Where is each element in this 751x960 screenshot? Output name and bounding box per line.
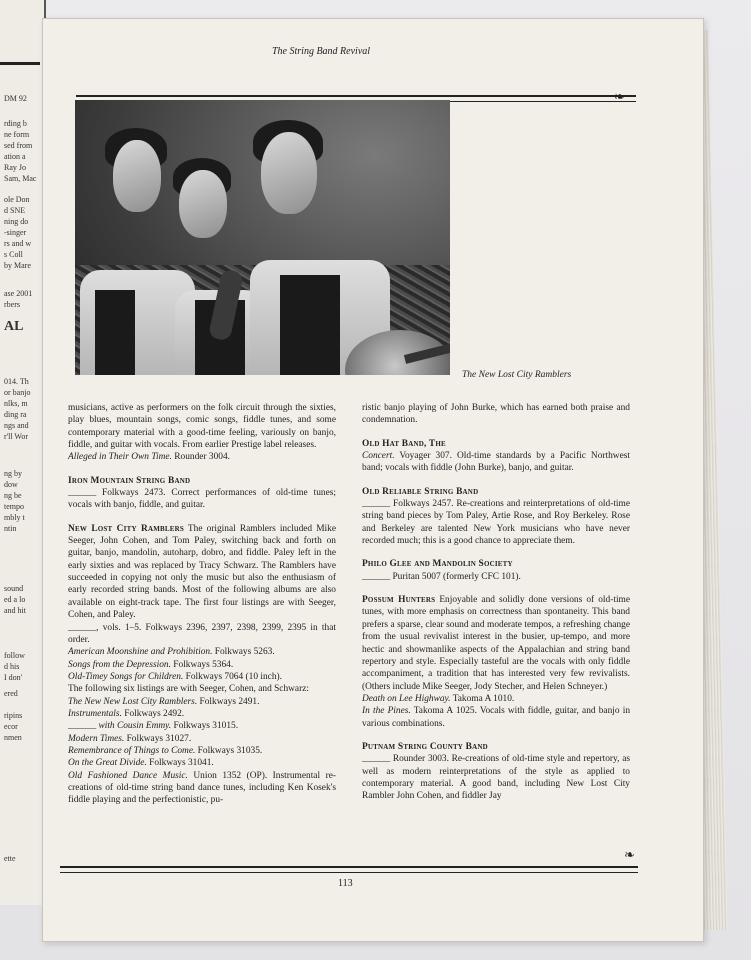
entry-text: ristic banjo playing of John Burke, which has earned both praise and condemnation. <box>362 403 630 426</box>
album-title: Old-Timey Songs for Children. <box>68 671 184 682</box>
entry-text: Folkways 31041. <box>146 758 214 769</box>
album-title: Old Fashioned Dance Music. <box>68 770 188 781</box>
artist-heading: Old Hat Band, The <box>362 438 446 449</box>
left-page-text-fragment: ase 2001 <box>4 289 33 298</box>
flourish-ornament-icon: ❧ <box>624 847 635 862</box>
entry-paragraph <box>68 745 336 757</box>
right-column <box>362 402 630 803</box>
left-page-text-fragment: rding b <box>4 119 27 128</box>
running-head: The String Band Revival <box>272 46 371 57</box>
album-title: American Moonshine and Prohibition. <box>68 647 213 658</box>
entry-paragraph <box>68 671 336 683</box>
left-page-text-fragment: Ray Jo <box>4 163 26 172</box>
album-title: On the Great Divide. <box>68 758 147 769</box>
entry-paragraph <box>362 402 630 427</box>
left-page-text-fragment: -singer <box>4 228 27 237</box>
entry-paragraph <box>68 770 336 807</box>
album-title: The New New Lost City Ramblers. <box>68 696 198 707</box>
entry-text: ______ Puritan 5007 (formerly CFC 101). <box>362 571 521 582</box>
entry-text: Folkways 31015. <box>171 721 239 732</box>
album-title: Modern Times. <box>68 733 125 744</box>
left-page-text-fragment: rs and w <box>4 239 32 248</box>
entry-text: Folkways 2492. <box>121 708 185 719</box>
entry-paragraph <box>68 696 336 708</box>
album-title: ______ with Cousin Emmy. <box>68 721 172 732</box>
footer-rule <box>60 866 638 873</box>
album-title: Instrumentals. <box>68 708 122 719</box>
entry-text: ______ Folkways 2457. Re-creations and reinterpretations of old-time string band pieces by Tom Paley, Artie Rose, and Roy Berkeley. Rose and Berkeley are talented New York musicians who have never recorded much; this is a good chance to appreciate them. <box>362 499 630 547</box>
left-page-text-fragment: sed from <box>4 141 33 150</box>
left-page-text-fragment: d SNE <box>4 206 26 215</box>
discography-entry <box>68 523 336 622</box>
entry-paragraph <box>68 659 336 671</box>
artist-heading: Iron Mountain String Band <box>68 475 191 486</box>
discography-entry <box>68 475 336 512</box>
discography-entry <box>362 741 630 803</box>
left-page-text-fragment: follow <box>4 651 25 660</box>
left-page-text-fragment: ng by <box>4 469 22 478</box>
left-page-text-fragment: ecor <box>4 722 18 731</box>
entry-text: ______ Folkways 2473. Correct performances of old-time tunes; vocals with banjo, fiddle, and guitar. <box>68 488 336 511</box>
album-title: In the Pines. <box>362 706 411 717</box>
entry-paragraph <box>68 720 336 732</box>
left-page-text-fragment: ng be <box>4 491 22 500</box>
left-page-text-fragment: ette <box>4 854 16 863</box>
entry-paragraph <box>68 683 336 695</box>
left-page-text-fragment: ning do <box>4 217 29 226</box>
entry-text: The original Ramblers included Mike Seeger, John Cohen, and Tom Paley, switching back and forth on guitar, banjo, mandolin, autoharp, dobro, and fiddle. Paley left in the early sixties and was replaced by Tracy Schwarz. The Ramblers have succeeded in copying not only the music but also the enthusiasm of early recorded string bands. Most of the following albums are also available on eight-track tape. The first four listings are with Seeger, Cohen, and Paley. <box>68 523 336 621</box>
discography-entry <box>362 558 630 583</box>
left-page-text-fragment: ered <box>4 689 18 698</box>
entry-paragraph <box>362 705 630 730</box>
entry-paragraph <box>68 646 336 658</box>
entry-text: Folkways 5263. <box>212 647 275 658</box>
entry-paragraph <box>362 693 630 705</box>
entry-paragraph <box>68 451 336 463</box>
left-page-text-fragment: or banjo <box>4 388 31 397</box>
entry-text: Folkways 31035. <box>195 745 263 756</box>
artist-heading: Possum Hunters <box>362 595 436 606</box>
artist-heading: Old Reliable String Band <box>362 486 479 497</box>
album-title: Songs from the Depression. <box>68 659 171 670</box>
left-page-text-fragment: dow <box>4 480 18 489</box>
entry-text: The following six listings are with Seeger, Cohen, and Schwarz: <box>68 684 309 695</box>
entry-paragraph <box>362 450 630 475</box>
album-title: Death on Lee Highway. <box>362 693 451 704</box>
left-page-text-fragment: tempo <box>4 502 24 511</box>
discography-entry <box>362 486 630 548</box>
flourish-ornament-icon: ❧ <box>614 89 625 104</box>
left-column <box>68 402 336 807</box>
entry-text: Rounder 3004. <box>171 452 230 463</box>
artist-heading: New Lost City Ramblers <box>68 523 184 534</box>
left-page-text-fragment: I don' <box>4 673 23 682</box>
band-photo <box>75 100 450 375</box>
entry-text: Folkways 5364. <box>170 659 234 670</box>
left-page-text-fragment: s Coll <box>4 250 23 259</box>
entry-text: Folkways 31027. <box>124 733 192 744</box>
left-page-text-fragment: DM 92 <box>4 94 27 103</box>
left-page-text-fragment: 014. Th <box>4 377 29 386</box>
left-page-text-fragment: rbers <box>4 300 20 309</box>
discography-entry <box>362 438 630 450</box>
entry-text: Union 1352 (OP). Instrumental re-creations of old-time string band dance tunes, including Ken Kosek's fiddle playing and the perfectionistic, pu- <box>68 770 336 806</box>
album-title: Concert. <box>362 451 395 462</box>
left-page-text-fragment: Sam, Mac <box>4 174 37 183</box>
left-page-text-fragment: nmen <box>4 733 22 742</box>
facing-left-page <box>0 0 46 905</box>
left-page-text-fragment: AL <box>4 319 24 334</box>
left-page-text-fragment: r'll Wor <box>4 432 28 441</box>
left-page-text-fragment: ngs and <box>4 421 29 430</box>
left-page-text-fragment: d his <box>4 662 20 671</box>
discography-entry <box>362 594 630 693</box>
album-title: Remembrance of Things to Come. <box>68 745 196 756</box>
entry-paragraph <box>68 757 336 769</box>
entry-text: musicians, active as performers on the folk circuit through the sixties, play blues, mountain songs, comic songs, fiddle tunes, and some contemporary material with a good-time feeling, variously on banjo, fiddle, and guitar with vocals. From earlier Prestige label releases. <box>68 403 336 451</box>
artist-heading: Putnam String County Band <box>362 741 488 752</box>
left-page-text-fragment: and hit <box>4 606 26 615</box>
left-page-text-fragment: mbly t <box>4 513 25 522</box>
left-page-text-fragment: ation a <box>4 152 26 161</box>
entry-paragraph <box>68 622 336 647</box>
left-page-text-fragment: ne form <box>4 130 30 139</box>
left-page-text-fragment: nlks, m <box>4 399 28 408</box>
left-page-text-fragment: sound <box>4 584 24 593</box>
entry-text: ______ Rounder 3003. Re-creations of old-time style and repertory, as well as modern reinterpretations of the style as applied to contemporary material. A good band, including New Lost City Rambler John Cohen, and fiddler Jay <box>362 754 630 802</box>
left-page-text-fragment: by Mare <box>4 261 31 270</box>
entry-text: ______, vols. 1–5. Folkways 2396, 2397, 2398, 2399, 2395 in that order. <box>68 622 336 645</box>
entry-paragraph <box>68 708 336 720</box>
entry-text: Enjoyable and solidly done versions of old-time tunes, with more emphasis on correctness than spontaneity. This band prefers a sparse, clear sound and moderate tempos, a refreshing change from the usual revivalist interest in the busier, up-tempo, and more hectic and showmanlike aspects of the Appalachian and string band repertory and style. Especially tasteful are the vocals with only fiddle accompaniment, a tradition that has interested very few revivalists. (Others include Mike Seeger, Jody Stecher, and Helen Schneyer.) <box>362 595 631 692</box>
entry-text: Folkways 2491. <box>197 696 260 707</box>
entry-text: Takoma A 1025. Vocals with fiddle, guitar, and banjo in various combinations. <box>362 706 631 729</box>
entry-paragraph <box>68 402 336 451</box>
album-title: Alleged in Their Own Time. <box>68 452 172 463</box>
left-page-text-fragment: ntin <box>4 524 17 533</box>
left-page-text-fragment: ole Don <box>4 195 30 204</box>
artist-heading: Philo Glee and Mandolin Society <box>362 559 513 570</box>
left-page-text-fragment: ed a lo <box>4 595 26 604</box>
page-number: 113 <box>338 878 353 889</box>
left-page-text-fragment: ding ra <box>4 410 27 419</box>
entry-text: Folkways 7064 (10 inch). <box>183 671 282 682</box>
photo-caption: The New Lost City Ramblers <box>462 370 572 380</box>
entry-text: Takoma A 1010. <box>450 693 515 704</box>
entry-text: Voyager 307. Old-time standards by a Pacific Northwest band; vocals with fiddle (John Burke), banjo, and guitar. <box>362 451 630 474</box>
left-page-text-fragment: ripins <box>4 711 23 720</box>
left-page-rule <box>0 62 40 65</box>
entry-paragraph <box>68 733 336 745</box>
